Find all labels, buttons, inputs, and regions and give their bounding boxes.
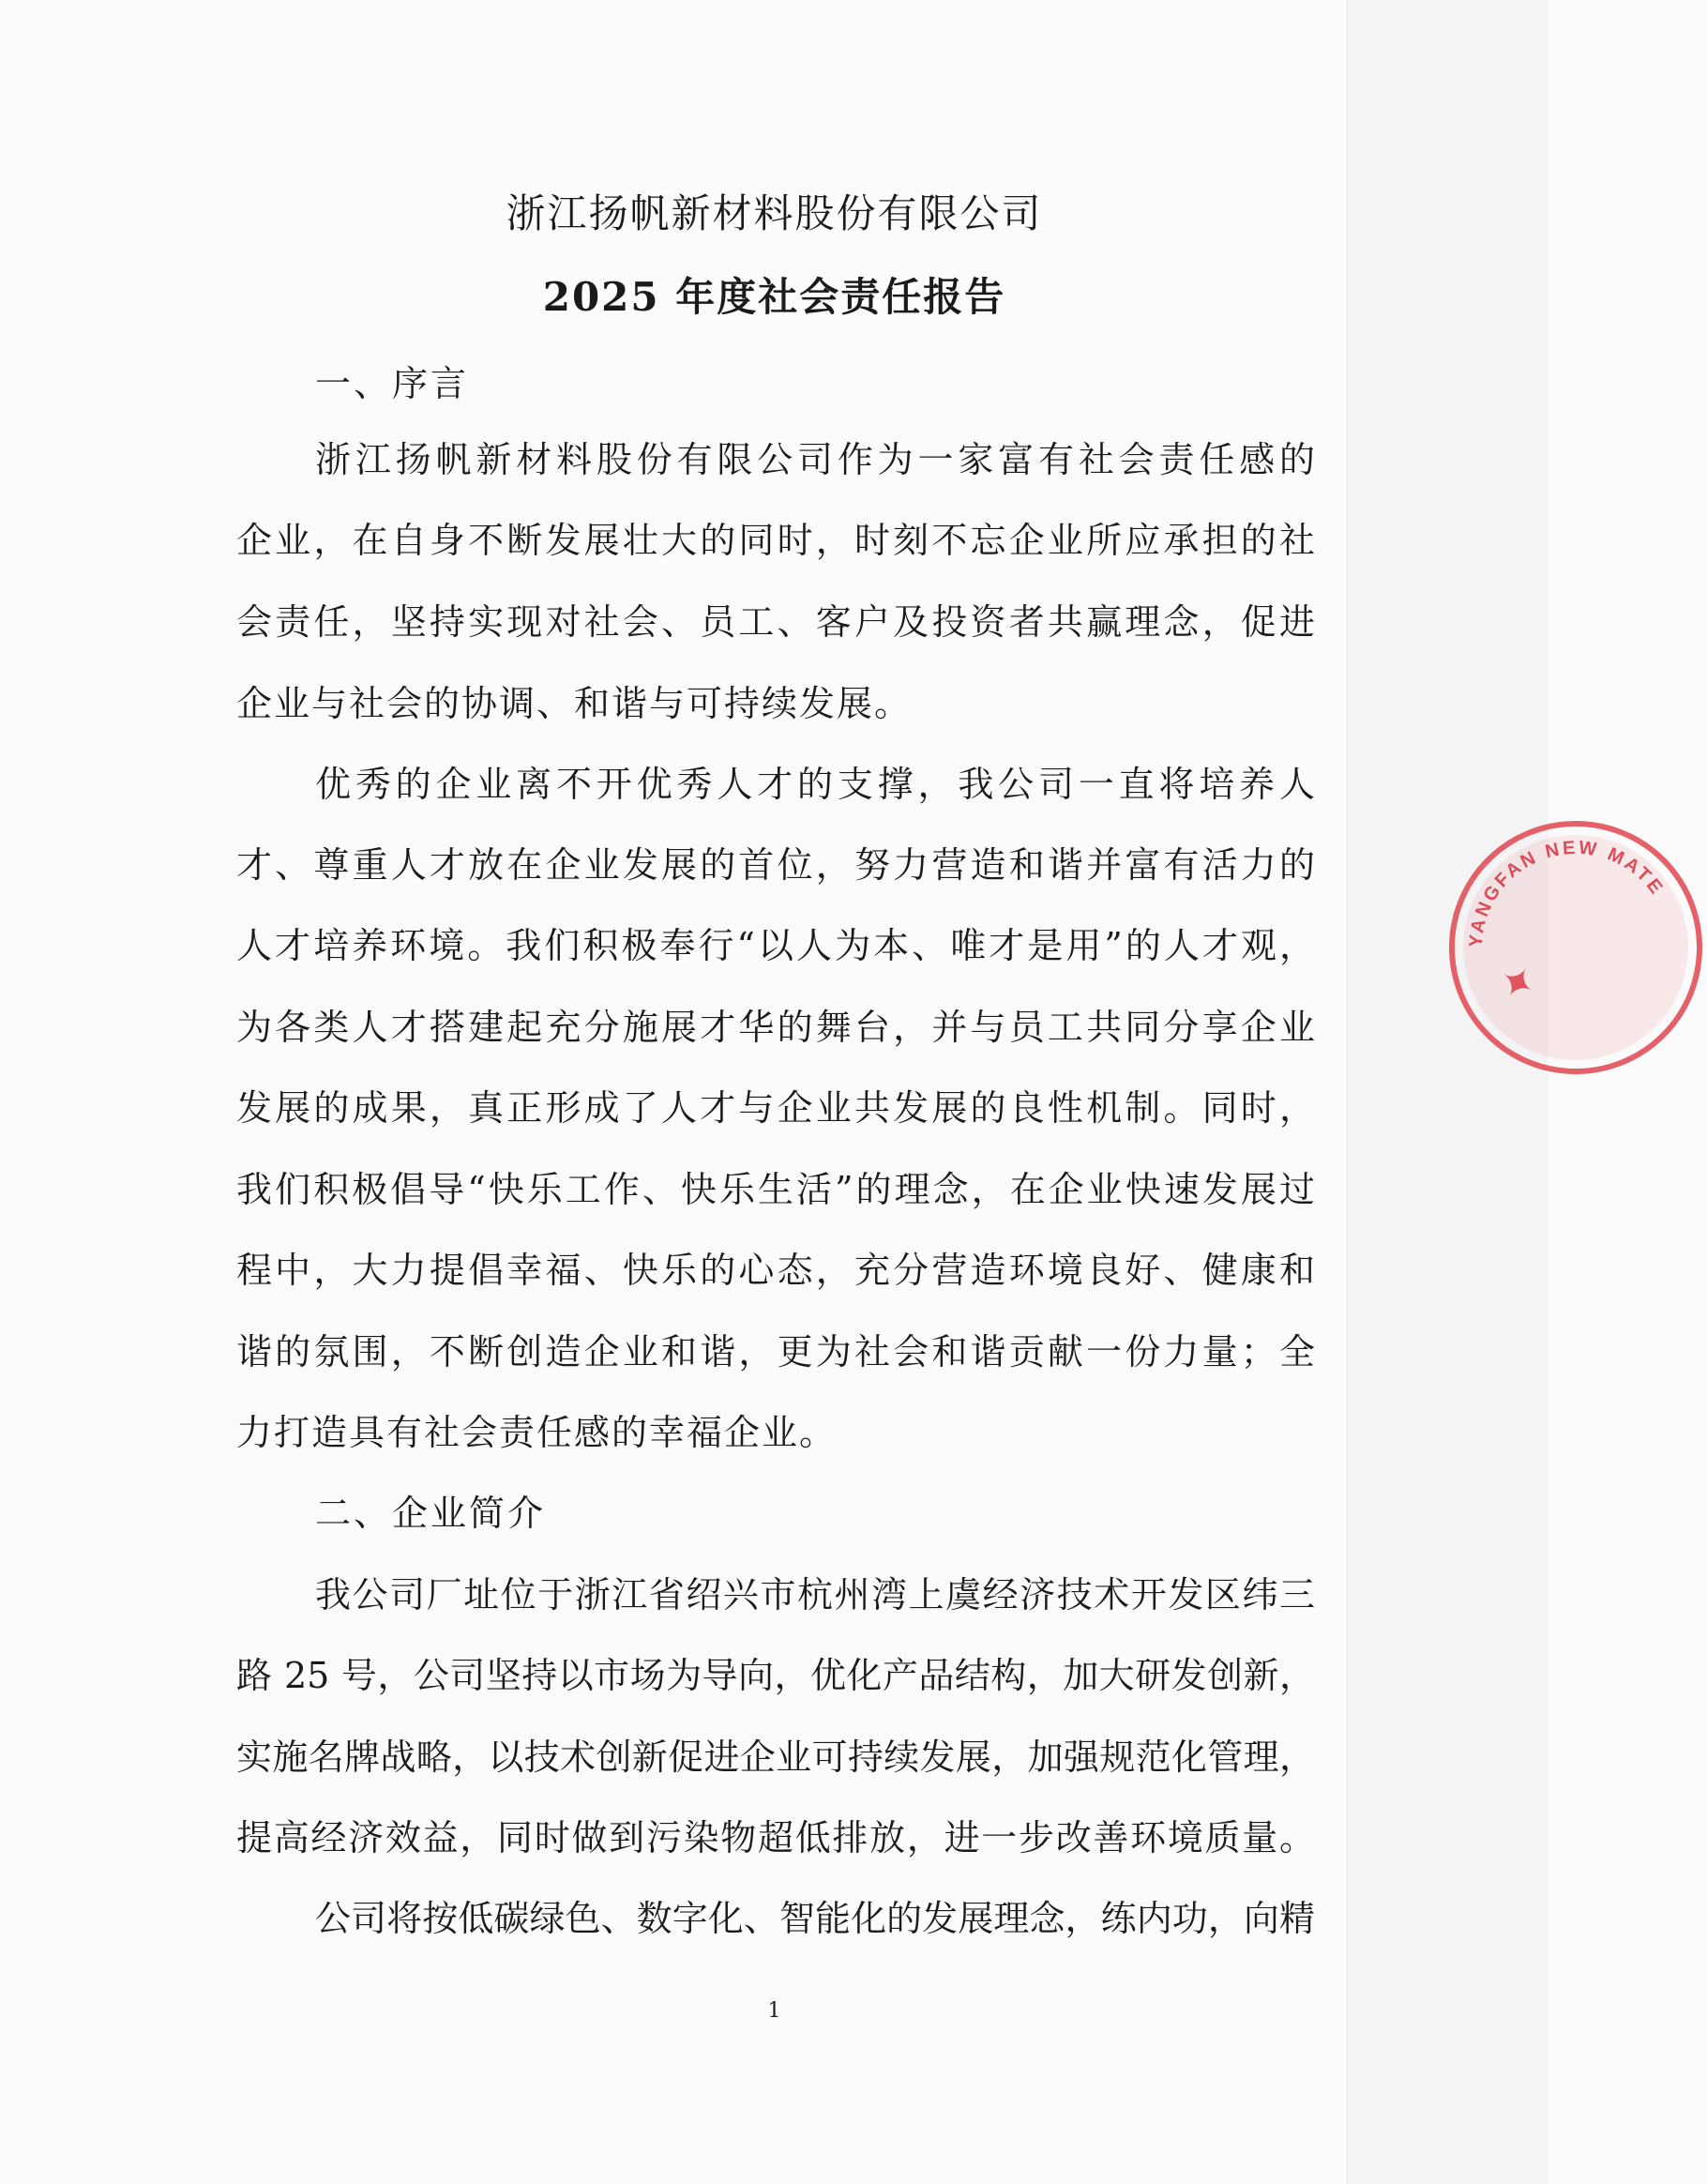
body-line: 我们积极倡导“快乐工作、快乐生活”的理念，在企业快速发展过	[236, 1169, 1315, 1210]
body-line: 优秀的企业离不开优秀人才的支撑，我公司一直将培养人	[315, 764, 1315, 805]
body-line: 会责任，坚持实现对社会、员工、客户及投资者共赢理念，促进	[236, 601, 1315, 643]
body-line: 企业与社会的协调、和谐与可持续发展。	[236, 683, 913, 724]
page-number: 1	[767, 1999, 781, 2023]
body-line: 路 25 号，公司坚持以市场为导向，优化产品结构，加大研发创新，	[236, 1655, 1315, 1696]
document-subtitle: 2025 年度社会责任报告	[542, 274, 1006, 320]
svg-text:YANGFAN NEW MATE: YANGFAN NEW MATE	[1465, 837, 1669, 948]
body-line: 才、尊重人才放在企业发展的首位，努力营造和谐并富有活力的	[236, 844, 1315, 886]
body-line: 发展的成果，真正形成了人才与企业共发展的良性机制。同时，	[236, 1087, 1315, 1129]
body-line: 力打造具有社会责任感的幸福企业。	[236, 1412, 838, 1453]
body-line: 为各类人才搭建起充分施展才华的舞台，并与员工共同分享企业	[236, 1007, 1315, 1048]
body-line: 公司将按低碳绿色、数字化、智能化的发展理念，练内功，向精	[315, 1898, 1315, 1939]
section-heading-company-profile: 二、企业简介	[315, 1493, 547, 1534]
body-line: 我公司厂址位于浙江省绍兴市杭州湾上虞经济技术开发区纬三	[315, 1574, 1315, 1615]
company-seal-stamp	[1444, 816, 1707, 1079]
svg-text:✦: ✦	[1487, 954, 1549, 1011]
document-title: 浙江扬帆新材料股份有限公司	[506, 190, 1043, 236]
body-line: 企业，在自身不断发展壮大的同时，时刻不忘企业所应承担的社	[236, 520, 1315, 561]
body-line: 实施名牌战略，以技术创新促进企业可持续发展，加强规范化管理，	[236, 1737, 1315, 1778]
body-line: 程中，大力提倡幸福、快乐的心态，充分营造环境良好、健康和	[236, 1250, 1315, 1291]
body-line: 谐的氛围，不断创造企业和谐，更为社会和谐贡献一份力量；全	[236, 1331, 1315, 1373]
section-heading-preface: 一、序言	[315, 363, 470, 404]
body-line: 人才培养环境。我们积极奉行“以人为本、唯才是用”的人才观，	[236, 925, 1315, 966]
body-line: 浙江扬帆新材料股份有限公司作为一家富有社会责任感的	[315, 439, 1315, 480]
body-line: 提高经济效益，同时做到污染物超低排放，进一步改善环境质量。	[236, 1817, 1315, 1858]
adjacent-page-edge	[1347, 0, 1548, 2184]
